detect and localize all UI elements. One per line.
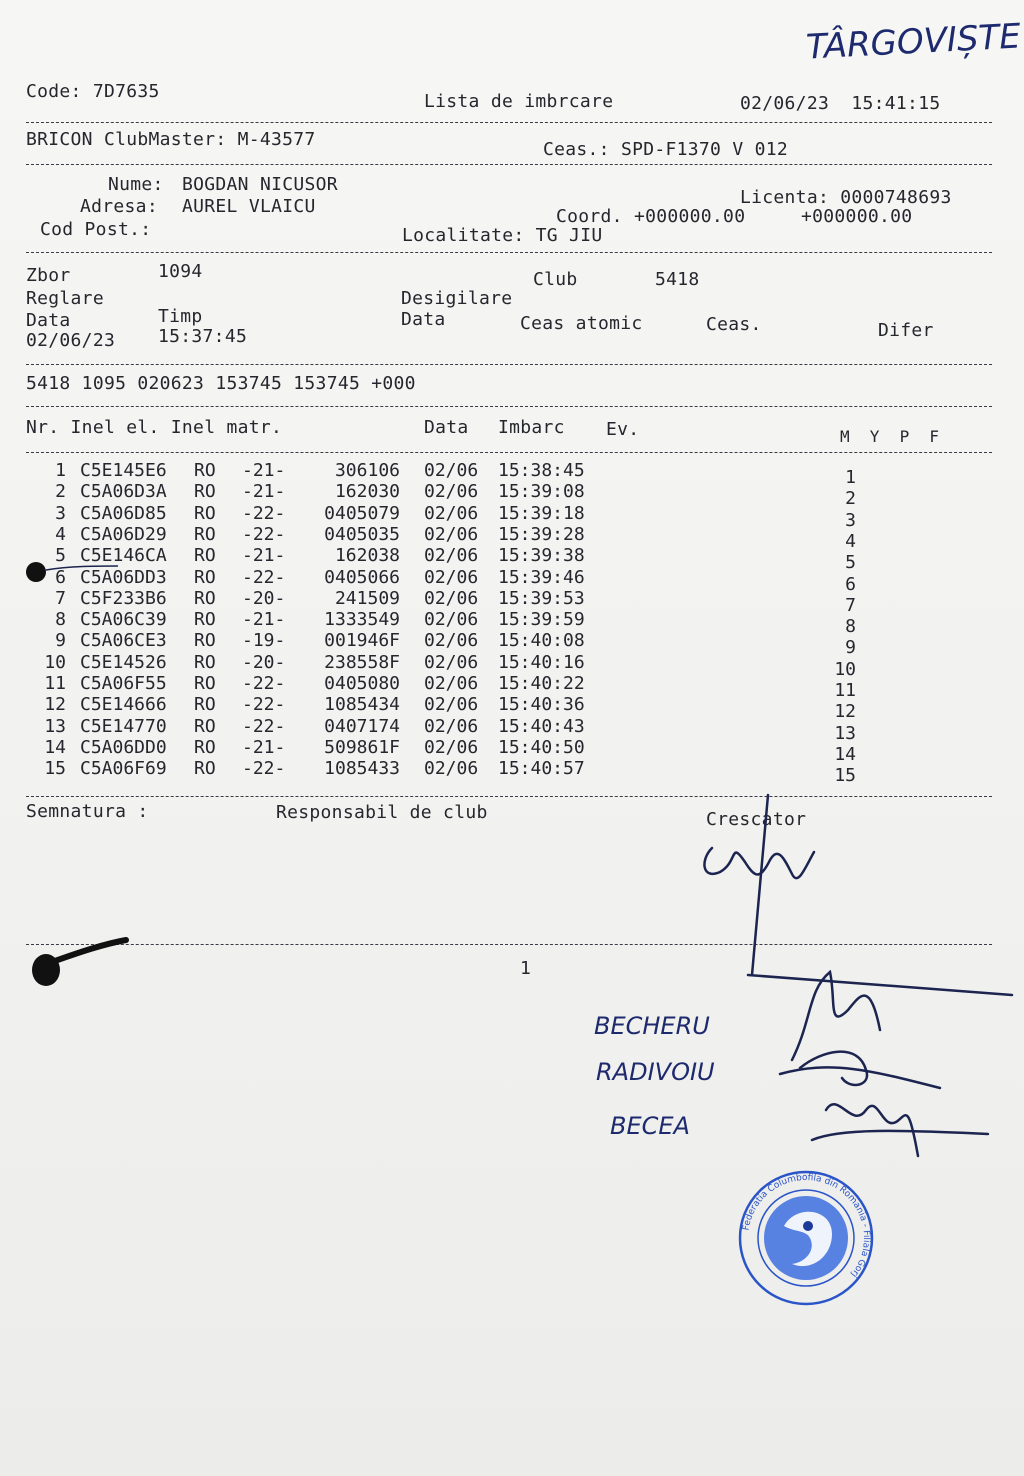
- cell-ring-matr: 1085433: [324, 758, 400, 780]
- cell-country: RO: [194, 566, 216, 588]
- cell-ring-matr: 0405080: [324, 673, 400, 694]
- cell-ring-matr: 0405079: [324, 502, 400, 524]
- cell-year: -20-: [242, 651, 286, 673]
- cell-time: 15:40:50: [498, 736, 585, 758]
- cell-nr: 3: [55, 502, 66, 524]
- cell-ring-matr: 0405066: [324, 566, 400, 588]
- cell-position: 10: [834, 658, 856, 680]
- cell-year: -21-: [242, 545, 286, 567]
- cell-year: -22-: [242, 715, 286, 737]
- handwritten-city: TÂRGOVIȘTE: [805, 16, 1022, 68]
- cell-country: RO: [194, 460, 216, 481]
- club-value: 5418: [655, 269, 700, 290]
- cell-position: 8: [845, 616, 856, 638]
- cell-ring-matr: 1085434: [324, 694, 400, 716]
- cell-nr: 1: [55, 460, 66, 481]
- cell-time: 15:40:36: [498, 694, 585, 716]
- cell-time: 15:40:16: [498, 651, 585, 673]
- col-header-imbarc: Imbarc: [498, 417, 565, 438]
- timp-label: Timp: [158, 306, 203, 327]
- handwritten-name-3: BECEA: [610, 1112, 690, 1140]
- cell-year: -21-: [242, 736, 286, 758]
- cell-ring-el: C5E146CA: [80, 545, 167, 567]
- cell-country: RO: [194, 609, 216, 631]
- cell-year: -22-: [242, 758, 286, 780]
- cell-ring-el: C5A06D29: [80, 523, 167, 545]
- cell-date: 02/06: [424, 523, 479, 545]
- cell-date: 02/06: [424, 587, 479, 609]
- cell-ring-el: C5A06C39: [80, 609, 167, 631]
- postal-label: Cod Post.:: [40, 219, 152, 240]
- cell-ring-matr: 0407174: [324, 715, 400, 737]
- cell-time: 15:40:08: [498, 630, 585, 652]
- cell-date: 02/06: [424, 460, 479, 481]
- cell-ring-el: C5E14666: [80, 694, 167, 716]
- cell-time: 15:39:59: [498, 609, 585, 631]
- cell-nr: 7: [55, 587, 66, 609]
- cell-nr: 15: [44, 758, 66, 780]
- cell-country: RO: [194, 545, 216, 567]
- cell-ring-matr: 238558F: [324, 651, 400, 673]
- flight-date: 02/06/23: [26, 330, 116, 351]
- cell-time: 15:39:18: [498, 502, 585, 524]
- cell-ring-el: C5E14526: [80, 651, 167, 673]
- association-stamp: [736, 1168, 876, 1308]
- cell-date: 02/06: [424, 694, 479, 716]
- signature-label: Semnatura :: [26, 801, 149, 822]
- col-header-myp: M Y P F: [840, 427, 940, 446]
- cell-ring-matr: 162030: [334, 481, 400, 503]
- clubmaster-label: BRICON ClubMaster: M-43577: [26, 129, 316, 150]
- cell-time: 15:39:38: [498, 545, 585, 567]
- cell-country: RO: [194, 502, 216, 524]
- print-datetime: 02/06/23 15:41:15: [740, 93, 941, 114]
- cell-country: RO: [194, 651, 216, 673]
- cell-position: 11: [834, 680, 856, 701]
- cell-year: -21-: [242, 609, 286, 631]
- cell-nr: 11: [44, 673, 66, 694]
- cell-year: -22-: [242, 523, 286, 545]
- cell-date: 02/06: [424, 651, 479, 673]
- cell-time: 15:40:43: [498, 715, 585, 737]
- cell-year: -19-: [242, 630, 286, 652]
- cell-country: RO: [194, 587, 216, 609]
- cell-ring-matr: 0405035: [324, 523, 400, 545]
- handwritten-name-1: BECHERU: [594, 1012, 710, 1040]
- zbor-label: Zbor: [26, 265, 71, 286]
- cell-position: 13: [834, 722, 856, 744]
- cell-date: 02/06: [424, 502, 479, 524]
- cell-time: 15:40:22: [498, 673, 585, 694]
- page-number: 1: [520, 958, 531, 979]
- cell-ring-el: C5E145E6: [80, 460, 167, 481]
- reglare-label: Reglare: [26, 288, 104, 309]
- cell-time: 15:39:53: [498, 587, 585, 609]
- handwritten-name-2: RADIVOIU: [596, 1058, 715, 1086]
- cell-nr: 12: [44, 694, 66, 716]
- cell-time: 15:39:08: [498, 481, 585, 503]
- clock-label: Ceas.: SPD-F1370 V 012: [543, 139, 789, 160]
- cell-position: 14: [834, 743, 856, 765]
- cell-date: 02/06: [424, 630, 479, 652]
- cell-position: 7: [845, 594, 856, 616]
- cell-position: 2: [845, 488, 856, 510]
- cell-country: RO: [194, 630, 216, 652]
- cell-date: 02/06: [424, 481, 479, 503]
- cell-nr: 10: [44, 651, 66, 673]
- cell-date: 02/06: [424, 566, 479, 588]
- cell-year: -22-: [242, 566, 286, 588]
- cell-country: RO: [194, 758, 216, 780]
- license-label: Licenta: 0000748693: [740, 187, 952, 208]
- cell-position: 9: [845, 637, 856, 659]
- cell-position: 1: [845, 467, 856, 488]
- data-label: Data: [26, 310, 71, 331]
- cell-ring-matr: 509861F: [324, 736, 400, 758]
- cell-nr: 6: [55, 566, 66, 588]
- cell-ring-el: C5A06DD0: [80, 736, 167, 758]
- cell-year: -22-: [242, 694, 286, 716]
- cell-year: -21-: [242, 460, 286, 481]
- cell-ring-matr: 241509: [334, 587, 400, 609]
- cell-position: 3: [845, 509, 856, 531]
- cell-ring-el: C5A06F69: [80, 758, 167, 780]
- flight-time: 15:37:45: [158, 326, 248, 347]
- cell-year: -21-: [242, 481, 286, 503]
- data2-label: Data: [401, 309, 446, 330]
- cell-ring-el: C5A06CE3: [80, 630, 167, 652]
- cell-country: RO: [194, 481, 216, 503]
- cell-ring-matr: 306106: [334, 460, 400, 481]
- cell-position: 6: [845, 573, 856, 595]
- cell-ring-el: C5A06F55: [80, 673, 167, 694]
- name-label: Nume:: [108, 174, 164, 195]
- cell-date: 02/06: [424, 736, 479, 758]
- cell-nr: 14: [44, 736, 66, 758]
- cell-nr: 13: [44, 715, 66, 737]
- cell-time: 15:39:46: [498, 566, 585, 588]
- locality-label: Localitate: TG JIU: [402, 225, 603, 246]
- summary-line: 5418 1095 020623 153745 153745 +000: [26, 373, 416, 394]
- cell-date: 02/06: [424, 609, 479, 631]
- address-label: Adresa:: [80, 196, 158, 217]
- desigilare-label: Desigilare: [401, 288, 513, 309]
- cell-country: RO: [194, 523, 216, 545]
- col-header-ev: Ev.: [606, 419, 640, 440]
- cell-ring-el: C5A06D85: [80, 502, 167, 524]
- owner-address: AUREL VLAICU: [182, 196, 316, 217]
- cell-nr: 2: [55, 481, 66, 503]
- cell-year: -22-: [242, 502, 286, 524]
- cell-ring-matr: 1333549: [324, 609, 400, 631]
- cell-ring-matr: 162038: [334, 545, 400, 567]
- cell-ring-el: C5A06DD3: [80, 566, 167, 588]
- cell-country: RO: [194, 694, 216, 716]
- club-label: Club: [533, 269, 578, 290]
- cell-year: -22-: [242, 673, 286, 694]
- coord-label: Coord. +000000.00 +000000.00: [556, 206, 913, 227]
- cell-nr: 8: [55, 609, 66, 631]
- cell-time: 15:39:28: [498, 523, 585, 545]
- stamp-text: Federatia Columbofila din Romania - Filiala Gorj: [741, 1172, 872, 1279]
- cell-time: 15:38:45: [498, 460, 585, 481]
- cell-nr: 5: [55, 545, 66, 567]
- cell-position: 4: [845, 530, 856, 552]
- cell-time: 15:40:57: [498, 758, 585, 780]
- cell-ring-el: C5E14770: [80, 715, 167, 737]
- cell-country: RO: [194, 736, 216, 758]
- cell-ring-matr: 001946F: [324, 630, 400, 652]
- cell-nr: 9: [55, 630, 66, 652]
- list-title: Lista de imbrcare: [424, 91, 614, 112]
- breeder-label: Crescator: [706, 809, 807, 830]
- cell-ring-el: C5F233B6: [80, 587, 167, 609]
- difer-label: Difer: [878, 320, 934, 341]
- club-responsible-label: Responsabil de club: [276, 802, 488, 823]
- cell-country: RO: [194, 715, 216, 737]
- cell-position: 5: [845, 552, 856, 574]
- code-label: Code: 7D7635: [26, 81, 160, 102]
- zbor-value: 1094: [158, 261, 203, 282]
- col-header-rings: Nr. Inel el. Inel matr.: [26, 417, 283, 438]
- cell-year: -20-: [242, 587, 286, 609]
- col-header-data: Data: [424, 417, 469, 438]
- ceas-atomic-label: Ceas atomic: [520, 313, 643, 334]
- cell-position: 15: [834, 765, 856, 787]
- ceas-label: Ceas.: [706, 314, 762, 335]
- cell-date: 02/06: [424, 715, 479, 737]
- cell-date: 02/06: [424, 545, 479, 567]
- cell-country: RO: [194, 673, 216, 694]
- cell-date: 02/06: [424, 758, 479, 780]
- cell-position: 12: [834, 701, 856, 723]
- cell-nr: 4: [55, 523, 66, 545]
- owner-name: BOGDAN NICUSOR: [182, 174, 338, 195]
- cell-date: 02/06: [424, 673, 479, 694]
- cell-ring-el: C5A06D3A: [80, 481, 167, 503]
